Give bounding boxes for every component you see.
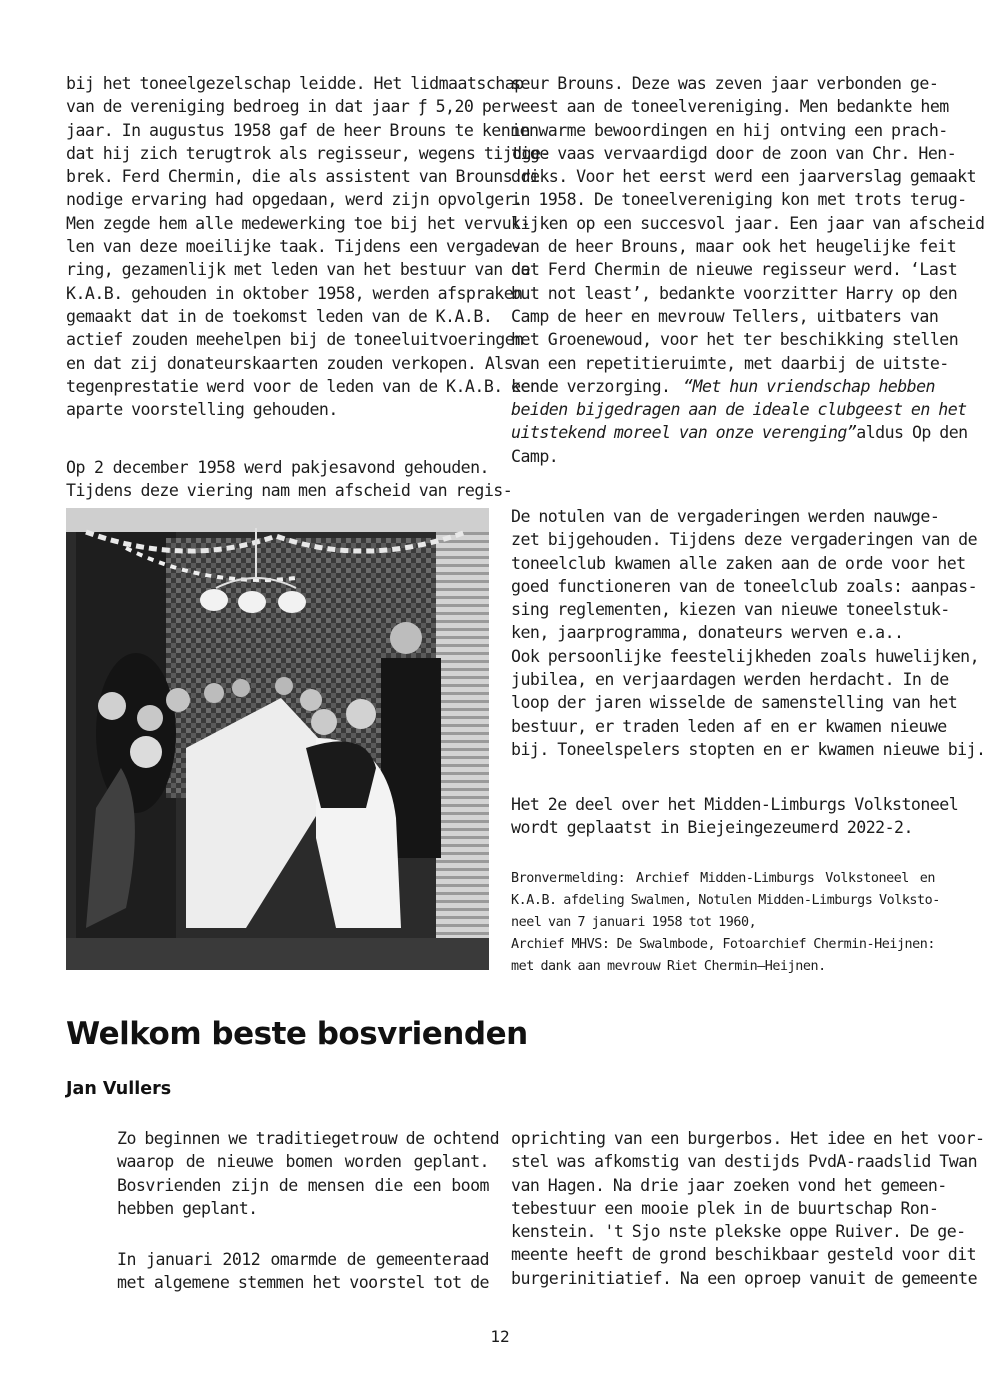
text-line: Ook persoonlijke feestelijkheden zoals huwelijken, — [511, 646, 980, 666]
text-line: nodige ervaring had opgedaan, werd zijn opvolger. — [66, 190, 523, 210]
right-paragraph-1 — [511, 72, 985, 468]
text-line: bestuur, er traden leden af en er kwamen nieuwe — [511, 716, 947, 736]
text-line: tebestuur een mooie plek in de buurtschap Ron- — [511, 1198, 939, 1218]
text-line: het Groenewoud, voor het ter beschikking stellen — [511, 330, 959, 350]
article-title: Welkom beste bosvrienden — [66, 1016, 528, 1052]
text-line: sing reglementen, kiezen van nieuwe toneelstuk- — [511, 600, 950, 620]
text-line: dat hij zich terugtrok als regisseur, wegens tijdge- — [66, 143, 550, 163]
article2-right-paragraph — [511, 1127, 985, 1290]
text-line: kenstein. 't Sjo nste plekske oppe Ruiver. De ge- — [511, 1222, 966, 1242]
text-line: met dank aan mevrouw Riet Chermin–Heijnen. — [511, 959, 826, 974]
article2-left-paragraph-1 — [117, 1127, 500, 1220]
text-line — [511, 375, 935, 398]
text-line: stel was afkomstig van destijds PvdA-raadslid Twan — [511, 1152, 978, 1172]
text-line: seur Brouns. Deze was zeven jaar verbonden ge- — [511, 74, 939, 93]
text-line: Camp de heer en mevrouw Tellers, uitbaters van — [511, 306, 939, 326]
text-line: bij. Toneelspelers stopten en er kwamen nieuwe bij. — [511, 739, 986, 759]
text-line: driks. Voor het eerst werd een jaarverslag gemaakt — [511, 167, 977, 187]
source-credits — [511, 868, 940, 978]
text-line: dat Ferd Chermin de nieuwe regisseur werd. ‘Last — [511, 260, 958, 280]
text-line: gemaakt dat in de toekomst leden van de K.A.B. — [66, 306, 493, 326]
text-line: ken, jaarprogramma, donateurs werven e.a.. — [511, 623, 904, 643]
text-line: zet bijgehouden. Tijdens deze vergaderingen van de — [511, 530, 978, 550]
plain-text: aldus Op den — [856, 423, 968, 443]
text-line: van de heer Brouns, maar ook het heugelijke feit — [511, 237, 957, 257]
text-line: jaar. In augustus 1958 gaf de heer Brouns te kennen — [66, 120, 539, 140]
text-line: bij het toneelgezelschap leidde. Het lidmaatschap — [66, 74, 524, 93]
text-line: kijken op een succesvol jaar. Een jaar van afscheid — [511, 213, 985, 233]
left-paragraph-2 — [66, 456, 513, 503]
text-line: Het 2e deel over het Midden-Limburgs Volkstoneel — [511, 795, 959, 814]
text-line: neel van 7 januari 1958 tot 1960, — [511, 915, 757, 930]
text-line: hebben geplant. — [117, 1198, 258, 1218]
quote-text: beiden bijgedragen aan de ideale clubgeest en het — [511, 400, 967, 420]
text-line: loop der jaren wisselde de samenstelling van het — [511, 693, 958, 713]
text-line: van een repetitieruimte, met daarbij de uitste- — [511, 353, 949, 373]
quote-text: uitstekend moreel van onze verenging” — [511, 423, 857, 443]
text-line: Bosvrienden zijn de mensen die een boom — [117, 1175, 489, 1195]
text-line: goed functioneren van de toneelclub zoals: aanpas- — [511, 576, 978, 596]
text-line: Bronvermelding: Archief Midden-Limburgs Volkstoneel en — [511, 871, 935, 886]
text-line: Men zegde hem alle medewerking toe bij het vervul- — [66, 213, 531, 233]
left-paragraph-1 — [66, 72, 550, 421]
text-line: burgerinitiatief. Na een oproep vanuit de gemeente — [511, 1268, 978, 1288]
text-line: brek. Ferd Chermin, die als assistent van Brouns de — [66, 167, 540, 187]
text-line: De notulen van de vergaderingen werden nauwge- — [511, 507, 940, 526]
text-line: weest aan de toneelvereniging. Men bedankte hem — [511, 97, 949, 117]
text-line: ring, gezamenlijk met leden van het bestuur van de — [66, 260, 531, 280]
text-line: but not least’, bedankte voorzitter Harry op den — [511, 283, 958, 303]
page-number: 12 — [490, 1327, 510, 1346]
text-line: K.A.B. gehouden in oktober 1958, werden afspraken — [66, 283, 523, 303]
quote-text: “Met hun vriendschap hebben — [683, 376, 935, 396]
text-line: meente heeft de grond beschikbaar gesteld voor dit — [511, 1245, 977, 1265]
text-line: Camp. — [511, 446, 559, 466]
text-line: In januari 2012 omarmde de gemeenteraad — [117, 1250, 489, 1269]
text-line: Tijdens deze viering nam men afscheid van regis- — [66, 481, 513, 501]
text-line: Archief MHVS: De Swalmbode, Fotoarchief Chermin-Heijnen: — [511, 937, 935, 952]
text-line: aparte voorstelling gehouden. — [66, 400, 338, 420]
text-line: Op 2 december 1958 werd pakjesavond gehouden. — [66, 458, 489, 477]
text-line: van de vereniging bedroeg in dat jaar ƒ 5,20 per — [66, 97, 511, 117]
text-line — [511, 421, 968, 444]
text-line: in 1958. De toneelvereniging kon met trots terug- — [511, 190, 967, 210]
text-line: van Hagen. Na drie jaar zoeken vond het gemeen- — [511, 1175, 947, 1195]
text-line: waarop de nieuwe bomen worden geplant. — [117, 1152, 489, 1172]
text-line: en dat zij donateurskaarten zouden verkopen. Als — [66, 353, 514, 373]
text-line: toneelclub kwamen alle zaken aan de orde voor het — [511, 553, 966, 573]
right-paragraph-3 — [511, 793, 959, 840]
article-author: Jan Vullers — [66, 1079, 172, 1099]
text-line: jubilea, en verjaardagen werden herdacht. In de — [511, 670, 949, 690]
text-line: in warme bewoordingen en hij ontving een prach- — [511, 120, 948, 140]
text-line: K.A.B. afdeling Swalmen, Notulen Midden-Limburgs Volksto- — [511, 893, 940, 908]
text-line: len van deze moeilijke taak. Tijdens een vergade- — [66, 237, 522, 257]
text-line — [511, 398, 967, 421]
right-paragraph-2 — [511, 505, 986, 761]
article2-left-paragraph-2 — [117, 1248, 489, 1295]
text-line: Zo beginnen we traditiegetrouw de ochtend — [117, 1129, 500, 1148]
text-line: actief zouden meehelpen bij de toneeluitvoeringen — [66, 330, 524, 350]
text-line: met algemene stemmen het voorstel tot de — [117, 1273, 489, 1293]
text-line: oprichting van een burgerbos. Het idee en het voor- — [511, 1129, 985, 1148]
text-line: tige vaas vervaardigd door de zoon van Chr. Hen- — [511, 143, 957, 163]
text-line: tegenprestatie werd voor de leden van de K.A.B. een — [66, 376, 540, 396]
group-dinner-photo — [66, 508, 489, 970]
plain-text: kende verzorging. — [511, 376, 671, 396]
text-line: wordt geplaatst in Biejeingezeumerd 2022-2. — [511, 818, 913, 838]
